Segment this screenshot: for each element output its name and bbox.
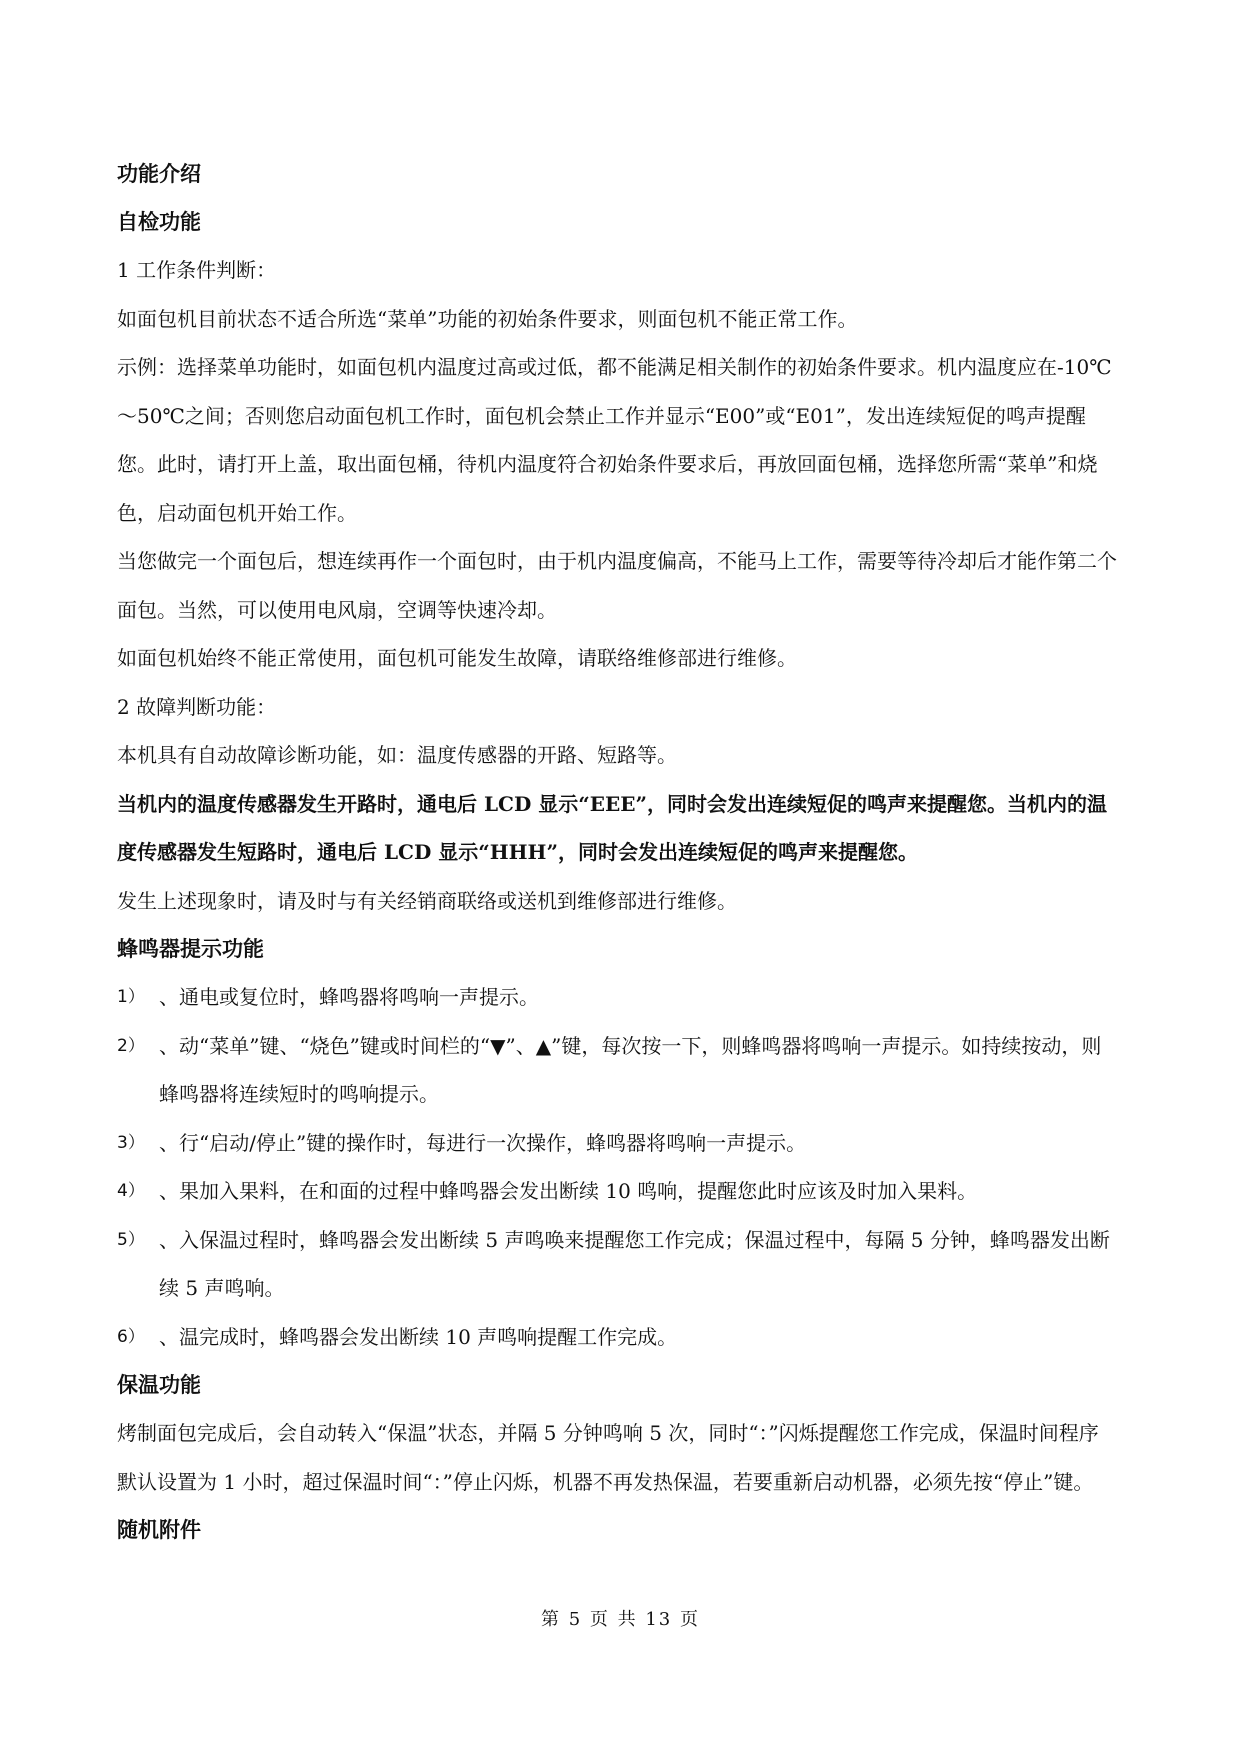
list-item-number: 4） — [117, 1181, 145, 1201]
paragraph-4: 如面包机始终不能正常使用，面包机可能发生故障，请联络维修部进行维修。 — [117, 646, 797, 670]
paragraph-1: 如面包机目前状态不适合所选“菜单”功能的初始条件要求，则面包机不能正常工作。 — [117, 306, 858, 331]
section-title-intro: 功能介绍 — [117, 162, 201, 186]
document-body — [117, 150, 1117, 1554]
paragraph-5: 本机具有自动故障诊断功能，如：温度传感器的开路、短路等。 — [117, 743, 677, 767]
list-item-text: 、动“菜单”键、“烧色”键或时间栏的“▼”、▲”键，每次按一下，则蜂鸣器将鸣响一声提示。如持续按动，则蜂鸣器将连续短时的鸣响提示。 — [159, 1033, 1102, 1106]
list-item-text: 、行“启动/停止”键的操作时，每进行一次操作，蜂鸣器将鸣响一声提示。 — [159, 1130, 807, 1155]
list-item-text: 、果加入果料，在和面的过程中蜂鸣器会发出断续 10 鸣响，提醒您此时应该及时加入果料。 — [159, 1179, 978, 1203]
subsection-title-work-condition: 1 工作条件判断： — [117, 258, 277, 282]
list-item-number: 3） — [117, 1132, 145, 1153]
list-item-text: 、通电或复位时，蜂鸣器将鸣响一声提示。 — [159, 985, 539, 1009]
list-item-text: 、入保温过程时，蜂鸣器会发出断续 5 声鸣唤来提醒您工作完成；保温过程中，每隔 5 分钟，蜂鸣器发出断续 5 声鸣响。 — [159, 1227, 1110, 1300]
list-item — [117, 1216, 1117, 1313]
section-title-accessories: 随机附件 — [117, 1518, 201, 1542]
list-item-number: 1） — [117, 987, 145, 1007]
paragraph-2: 示例：选择菜单功能时，如面包机内温度过高或过低，都不能满足相关制作的初始条件要求。机内温度应在-10℃～50℃之间；否则您启动面包机工作时，面包机会禁止工作并显示“E00”或“E01”，发出连续短促的鸣声提醒您。此时，请打开上盖，取出面包桶，待机内温度符合初始条件要求后，再放回面包桶，选择您所需“菜单”和烧色，启动面包机开始工作。 — [117, 355, 1112, 525]
list-item — [117, 1167, 1117, 1216]
section-title-buzzer: 蜂鸣器提示功能 — [117, 937, 264, 961]
paragraph-3: 当您做完一个面包后，想连续再作一个面包时，由于机内温度偏高，不能马上工作，需要等待冷却后才能作第二个面包。当然，可以使用电风扇，空调等快速冷却。 — [117, 549, 1117, 622]
section-title-selfcheck: 自检功能 — [117, 210, 201, 234]
paragraph-6-bold: 当机内的温度传感器发生开路时，通电后 LCD 显示“EEE”，同时会发出连续短促的鸣声来提醒您。当机内的温度传感器发生短路时，通电后 LCD 显示“HHH”，同时会发出连续短促的鸣声来提醒您。 — [117, 791, 1107, 864]
list-item-text: 、温完成时，蜂鸣器会发出断续 10 声鸣响提醒工作完成。 — [159, 1324, 678, 1349]
list-item — [117, 1313, 1117, 1362]
list-item-number: 5） — [117, 1229, 145, 1250]
list-item — [117, 1022, 1117, 1119]
buzzer-list — [117, 973, 1117, 1361]
paragraph-8: 烤制面包完成后，会自动转入“保温”状态，并隔 5 分钟鸣响 5 次，同时“：”闪烁提醒您工作完成，保温时间程序默认设置为 1 小时，超过保温时间“：”停止闪烁，机器不再发热保温，若要重新启动机器，必须先按“停止”键。 — [117, 1421, 1099, 1494]
paragraph-7: 发生上述现象时，请及时与有关经销商联络或送机到维修部进行维修。 — [117, 888, 737, 913]
list-item — [117, 973, 1117, 1022]
section-title-keepwarm: 保温功能 — [117, 1373, 201, 1397]
list-item — [117, 1119, 1117, 1168]
page-footer: 第 5 页 共 13 页 — [541, 1609, 700, 1630]
list-item-number: 2） — [117, 1035, 145, 1056]
list-item-number: 6） — [117, 1326, 145, 1347]
subsection-title-fault: 2 故障判断功能： — [117, 694, 277, 719]
